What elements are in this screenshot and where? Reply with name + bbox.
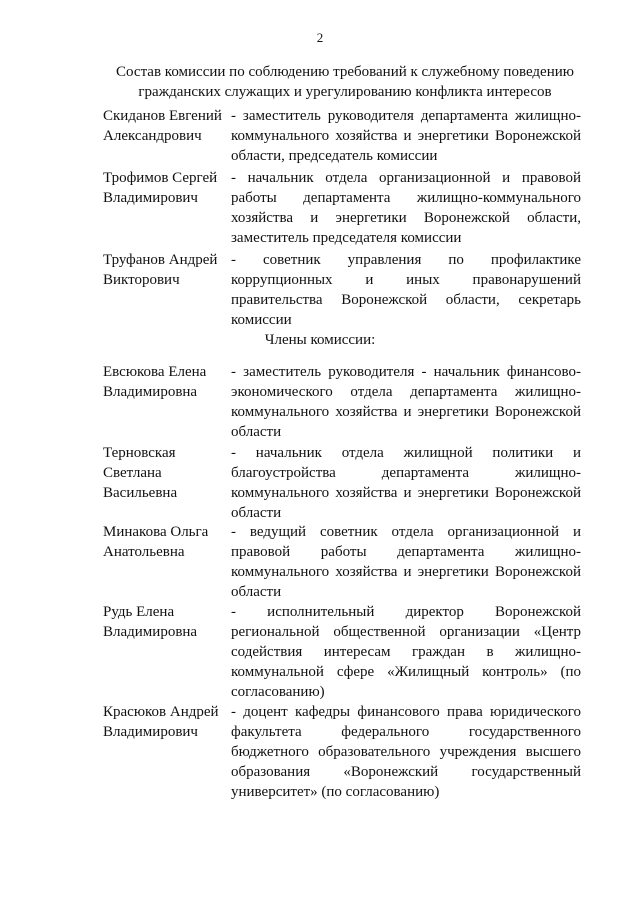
member-name [103,443,231,523]
name-line: Владимировна [103,624,198,640]
member-name [103,250,231,330]
page-number: 2 [316,30,324,45]
member-name [103,168,231,248]
name-line: Владимирович [103,190,198,206]
title-line-2: гражданских служащих и урегулированию конфликта интересов [138,84,552,100]
member-name [103,702,231,802]
name-line: Минакова Ольга [103,524,209,540]
name-line: Анатольевна [103,544,185,560]
title-line-1: Состав комиссии по соблюдению требований к служебному поведению [116,64,574,80]
member-description: - доцент кафедры финансового права юридического факультета федерального государственного бюджетного образовательного учреждения высшего образования «Воронежский государственный университет» (по согласованию) [231,704,581,800]
name-line: Викторович [103,272,180,288]
member-description: - начальник отдела жилищной политики и благоустройства департамента жилищно-коммунального хозяйства и энергетики Воронежской области [231,445,581,521]
name-line: Терновская [103,445,176,461]
member-description: - заместитель руководителя департамента жилищно-коммунального хозяйства и энергетики Воронежской области, председатель комиссии [231,108,581,164]
member-description: - начальник отдела организационной и правовой работы департамента жилищно-коммунального хозяйства и энергетики Воронежской области, заместитель председателя комиссии [231,170,581,246]
member-description: - ведущий советник отдела организационной и правовой работы департамента жилищно-коммунального хозяйства и энергетики Воронежской области [231,524,581,600]
document-title [80,62,610,102]
member-description: - советник управления по профилактике коррупционных и иных правонарушений правительства Воронежской области, секретарь комиссии [231,252,581,328]
name-line: Труфанов Андрей [103,252,218,268]
name-line: Рудь Елена [103,604,175,620]
member-entry [103,602,581,702]
member-entry [103,522,581,602]
member-entry-deputy-chairman [103,168,581,248]
name-line: Красюков Андрей [103,704,219,720]
member-entry-chairman [103,106,581,166]
name-line: Владимирович [103,724,198,740]
member-description: - заместитель руководителя - начальник финансово-экономического отдела департамента жилищно-коммунального хозяйства и энергетики Воронежской области [231,364,581,440]
member-entry [103,443,581,523]
name-line: Владимировна [103,384,198,400]
name-line: Васильевна [103,485,178,501]
name-line: Светлана [103,465,162,481]
member-entry-secretary [103,250,581,330]
member-name [103,522,231,602]
name-line: Александрович [103,128,202,144]
member-entry [103,702,581,802]
member-name [103,602,231,702]
name-line: Скиданов Евгений [103,108,222,124]
name-line: Трофимов Сергей [103,170,218,186]
member-name [103,106,231,166]
members-heading: Члены комиссии: [264,332,376,348]
member-name [103,362,231,442]
member-description: - исполнительный директор Воронежской региональной общественной организации «Центр содействия интересам граждан в жилищно-коммунальной сфере «Жилищный контроль» (по согласованию) [231,604,581,700]
member-entry [103,362,581,442]
name-line: Евсюкова Елена [103,364,207,380]
